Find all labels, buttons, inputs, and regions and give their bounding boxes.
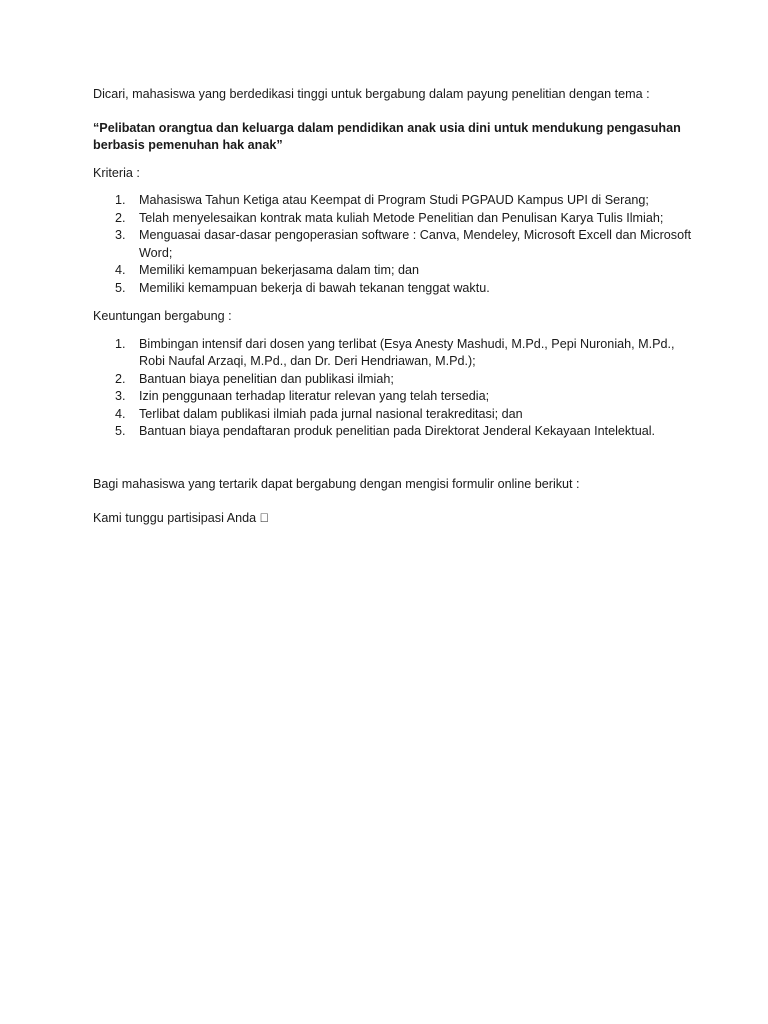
list-item-text: Telah menyelesaikan kontrak mata kuliah Metode Penelitian dan Penulisan Karya Tulis Ilmiah;: [139, 210, 664, 225]
intro-paragraph: Dicari, mahasiswa yang berdedikasi tinggi untuk bergabung dalam payung penelitian dengan tema :: [93, 87, 650, 101]
list-number: 3.: [115, 228, 126, 242]
list-number: 5.: [115, 280, 126, 295]
research-theme: “Pelibatan orangtua dan keluarga dalam pendidikan anak usia dini untuk mendukung pengasuhan berbasis pemenuhan hak anak”: [93, 120, 681, 152]
closing-text: Kami tunggu partisipasi Anda: [93, 511, 260, 525]
list-item: [93, 192, 693, 210]
list-number: 5.: [115, 424, 126, 438]
list-number: 1.: [115, 336, 126, 351]
list-item-text: Memiliki kemampuan bekerja di bawah tekanan tenggat waktu.: [139, 280, 490, 295]
list-number: 4.: [115, 263, 126, 277]
list-item-text: Bimbingan intensif dari dosen yang terlibat (Esya Anesty Mashudi, M.Pd., Pepi Nuroniah, M.Pd., Robi Naufal Arzaqi, M.Pd., dan Dr. Deri Hendriawan, M.Pd.);: [139, 336, 675, 368]
list-item: [93, 280, 693, 298]
list-item: [93, 371, 693, 389]
list-item: [93, 388, 693, 406]
list-number: 1.: [115, 193, 126, 207]
list-item-text: Terlibat dalam publikasi ilmiah pada jurnal nasional terakreditasi; dan: [139, 406, 523, 421]
document-page: [93, 86, 693, 528]
missing-glyph-icon: [260, 511, 269, 525]
list-item-text: Memiliki kemampuan bekerjasama dalam tim; dan: [139, 263, 419, 277]
list-item: [93, 423, 693, 441]
list-item-text: Bantuan biaya penelitian dan publikasi ilmiah;: [139, 371, 394, 386]
list-item-text: Bantuan biaya pendaftaran produk penelitian pada Direktorat Jenderal Kekayaan Intelektual.: [139, 424, 655, 438]
criteria-heading: Kriteria :: [93, 165, 140, 180]
list-number: 2.: [115, 210, 126, 225]
list-number: 2.: [115, 371, 126, 386]
list-item: [93, 406, 693, 424]
list-item-text: Mahasiswa Tahun Ketiga atau Keempat di Program Studi PGPAUD Kampus UPI di Serang;: [139, 193, 649, 207]
list-item: [93, 262, 693, 280]
benefits-list: [93, 336, 693, 441]
benefits-heading: Keuntungan bergabung :: [93, 309, 232, 323]
list-item-text: Izin penggunaan terhadap literatur relevan yang telah tersedia;: [139, 389, 490, 403]
list-item: [93, 210, 693, 228]
form-invitation: Bagi mahasiswa yang tertarik dapat bergabung dengan mengisi formulir online berikut :: [93, 476, 580, 491]
criteria-list: [93, 192, 693, 297]
list-item-text: Menguasai dasar-dasar pengoperasian software : Canva, Mendeley, Microsoft Excell dan Microsoft Word;: [139, 228, 692, 260]
list-number: 4.: [115, 406, 126, 421]
list-item: [93, 336, 693, 371]
list-item: [93, 227, 693, 262]
list-number: 3.: [115, 389, 126, 403]
closing-line: [93, 510, 693, 528]
